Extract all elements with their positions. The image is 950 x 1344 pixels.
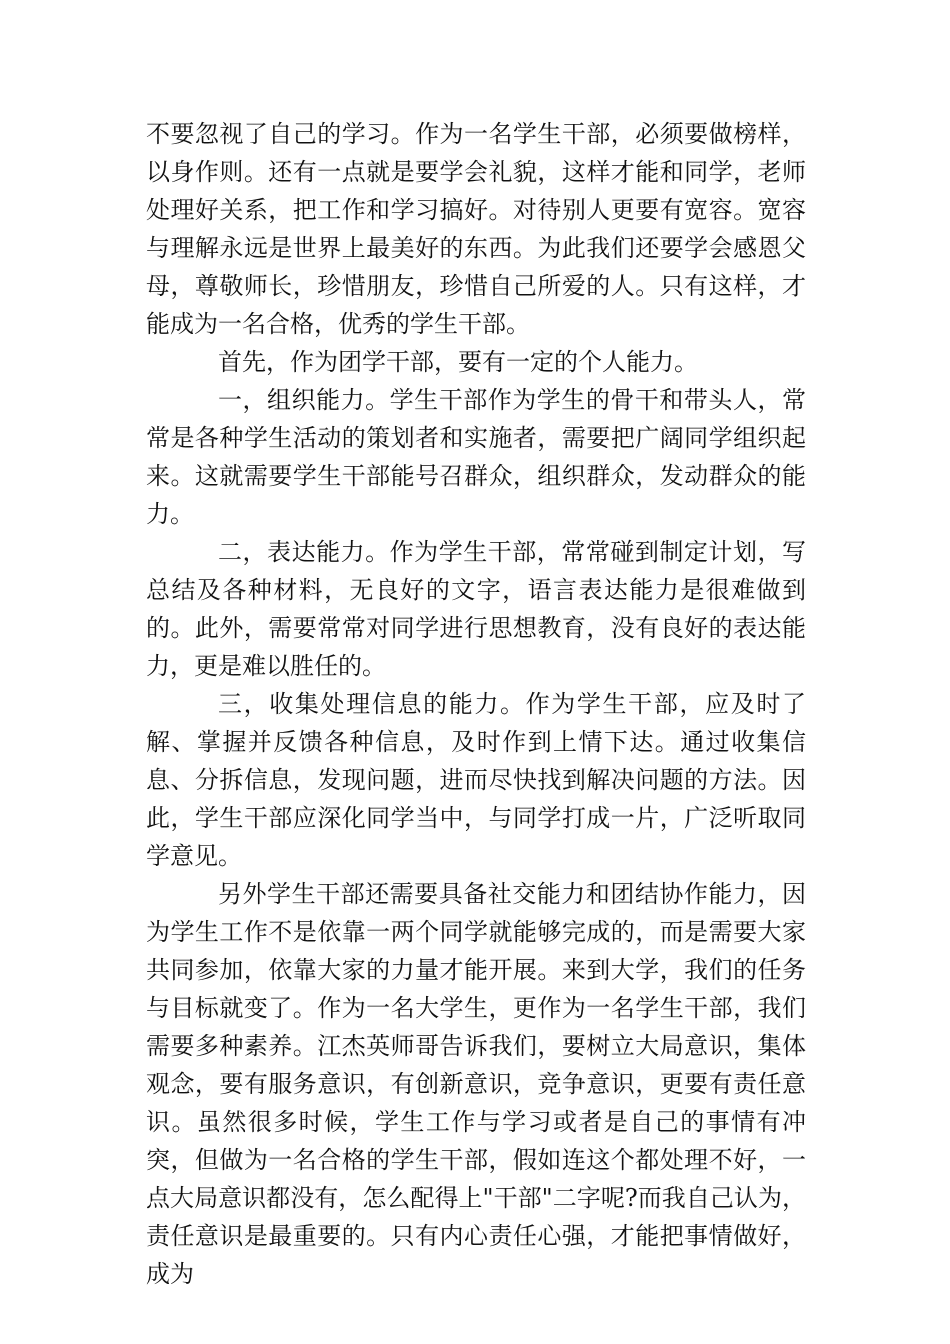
document-body [146,115,806,1293]
paragraph-continued: 不要忽视了自己的学习。作为一名学生干部，必须要做榜样，以身作则。还有一点就是要学会礼貌，这样才能和同学，老师处理好关系，把工作和学习搞好。对待别人更要有宽容。宽容与理解永远是世界上最美好的东西。为此我们还要学会感恩父母，尊敬师长，珍惜朋友，珍惜自己所爱的人。只有这样，才能成为一名合格，优秀的学生干部。 [146,120,806,338]
paragraph-social-teamwork: 另外学生干部还需要具备社交能力和团结协作能力，因为学生工作不是依靠一两个同学就能够完成的，而是需要大家共同参加，依靠大家的力量才能开展。来到大学，我们的任务与目标就变了。作为一名大学生，更作为一名学生干部，我们需要多种素养。江杰英师哥告诉我们，要树立大局意识，集体观念，要有服务意识，有创新意识，竞争意识，更要有责任意识。虽然很多时候，学生工作与学习或者是自己的事情有冲突，但做为一名合格的学生干部，假如连这个都处理不好，一点大局意识都没有，怎么配得上"干部"二字呢?而我自己认为，责任意识是最重要的。只有内心责任心强，才能把事情做好，成为 [146,880,806,1288]
paragraph-organization-ability: 一，组织能力。学生干部作为学生的骨干和带头人，常常是各种学生活动的策划者和实施者，需要把广阔同学组织起来。这就需要学生干部能号召群众，组织群众，发动群众的能力。 [146,386,806,528]
paragraph-intro-abilities: 首先，作为团学干部，要有一定的个人能力。 [218,348,698,376]
paragraph-expression-ability: 二，表达能力。作为学生干部，常常碰到制定计划，写总结及各种材料，无良好的文字，语言表达能力是很难做到的。此外，需要常常对同学进行思想教育，没有良好的表达能力，更是难以胜任的。 [146,538,806,680]
paragraph-information-ability: 三，收集处理信息的能力。作为学生干部，应及时了解、掌握并反馈各种信息，及时作到上情下达。通过收集信息、分拆信息，发现问题，进而尽快找到解决问题的方法。因此，学生干部应深化同学当中，与同学打成一片，广泛听取同学意见。 [146,690,806,870]
